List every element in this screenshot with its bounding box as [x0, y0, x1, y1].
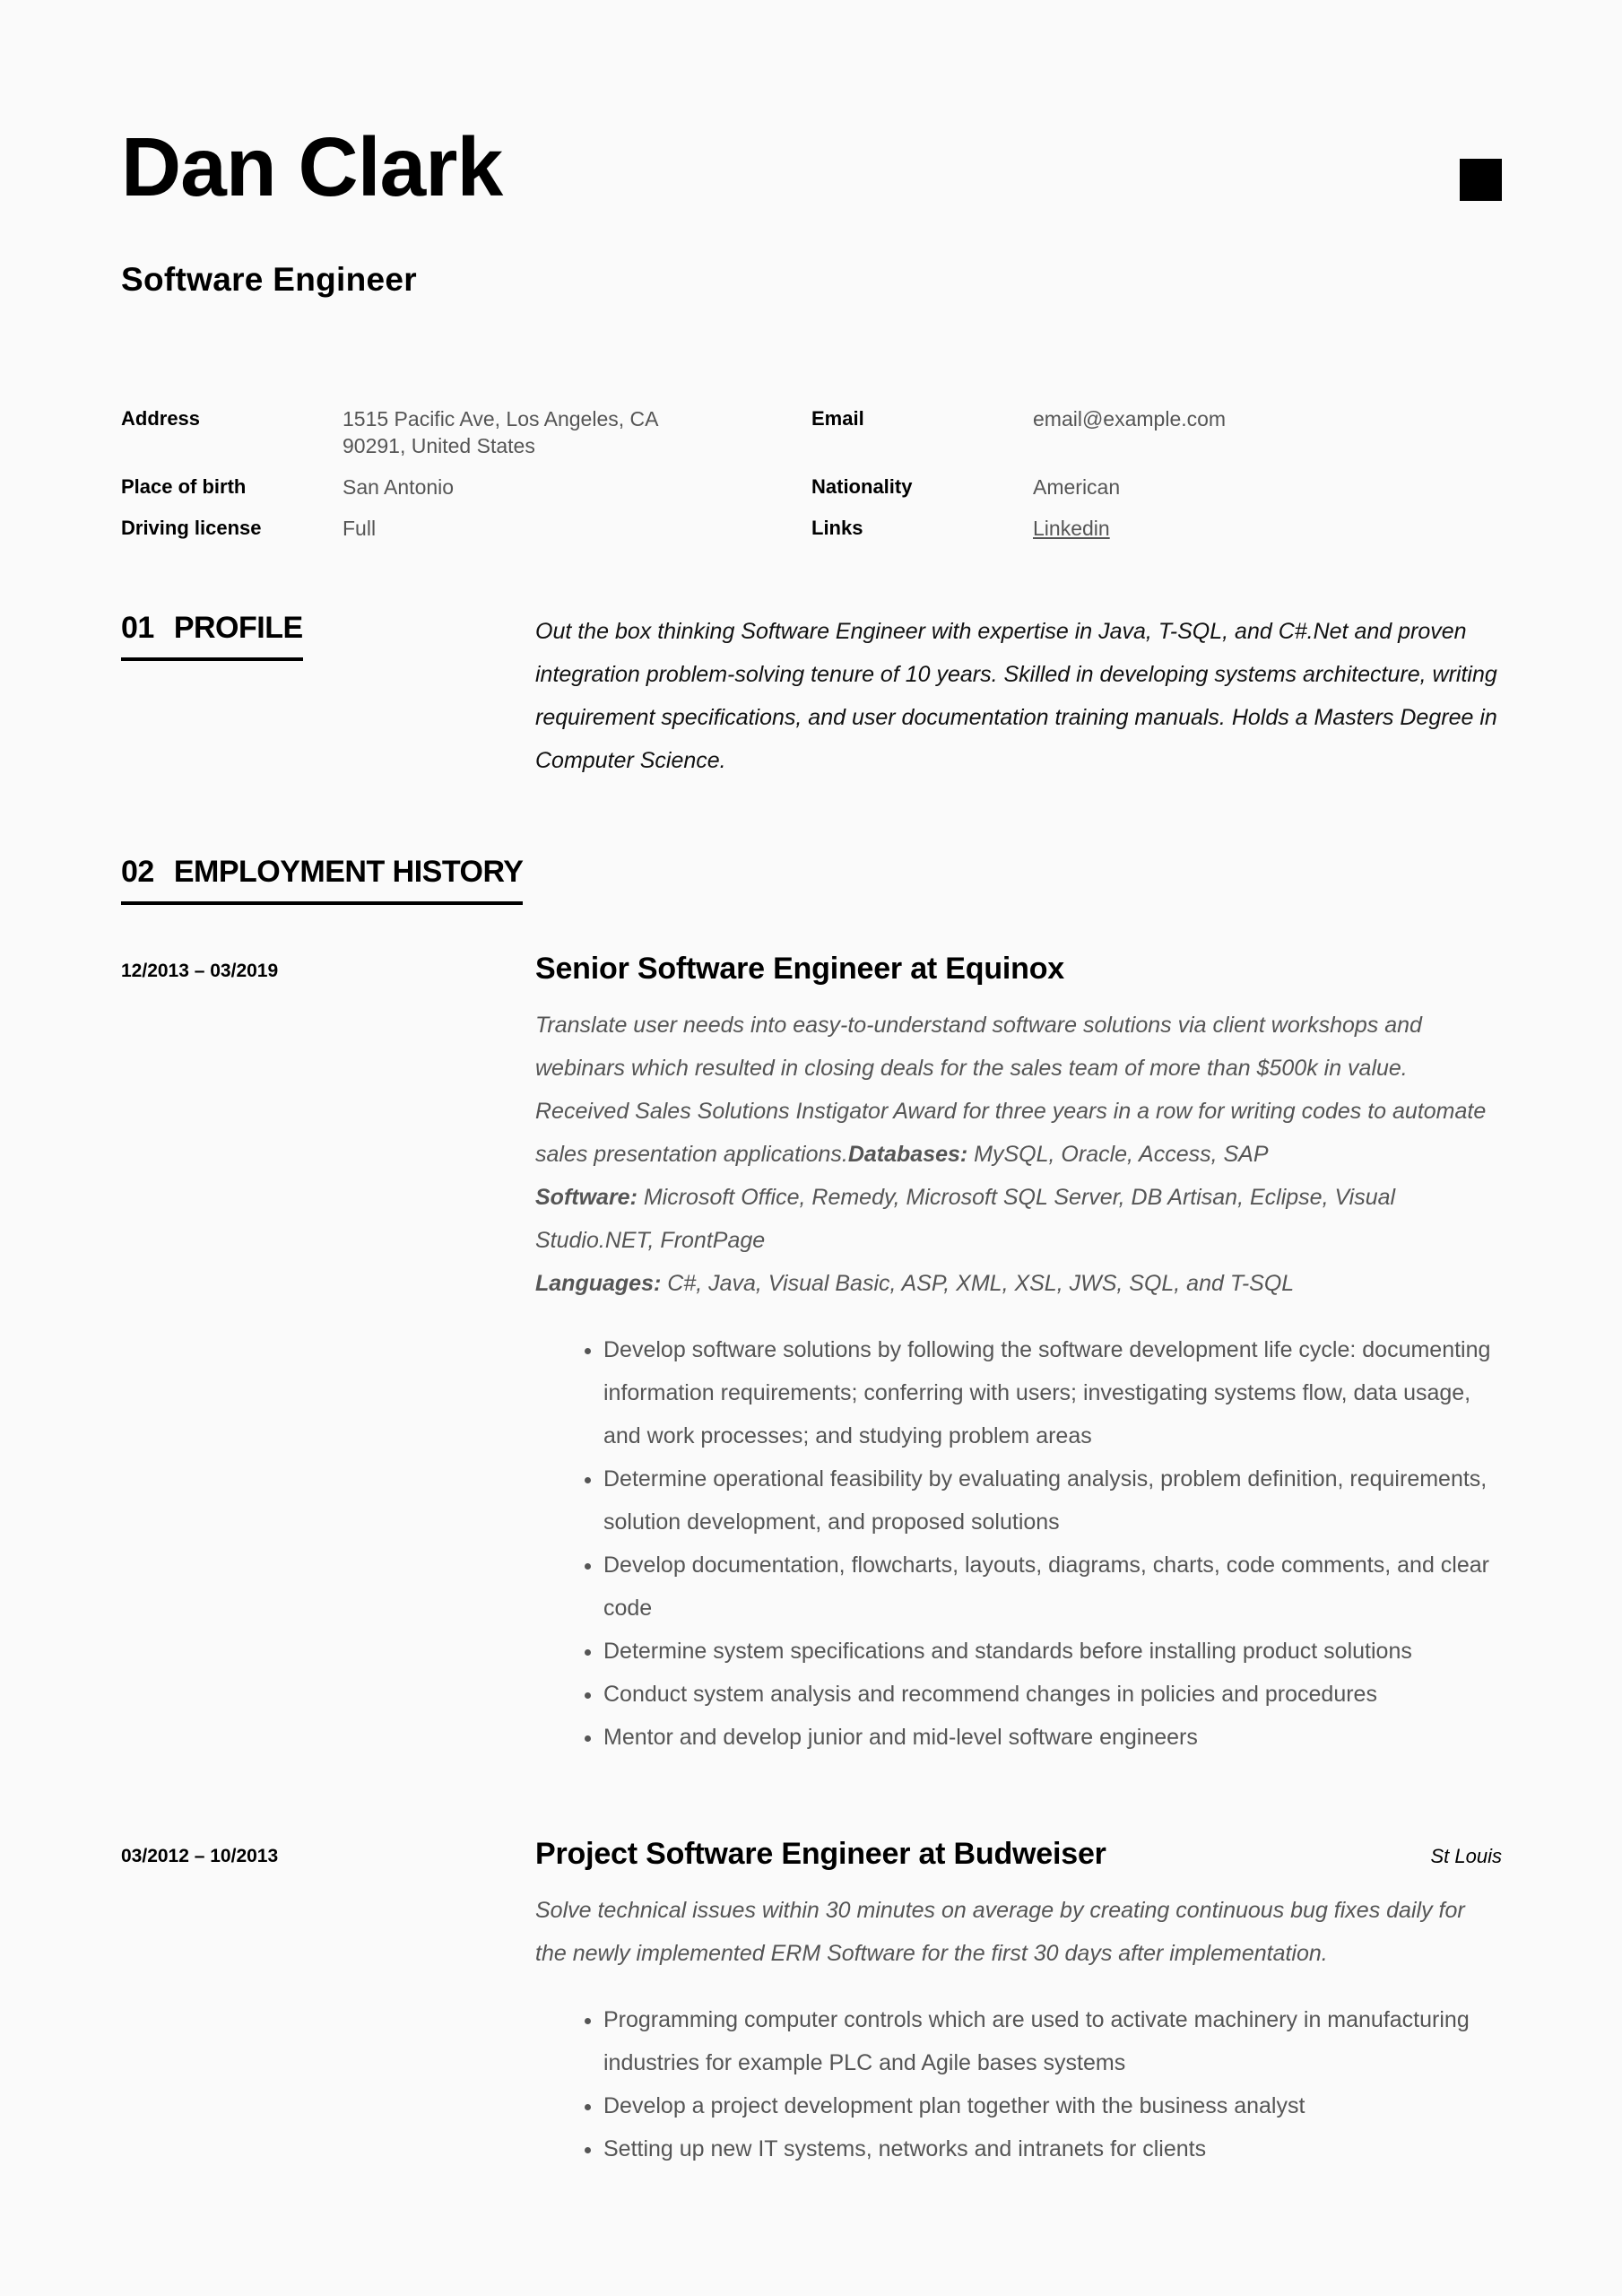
list-item: • Setting up new IT systems, networks and intranets for clients	[603, 2127, 1502, 2170]
job-body	[535, 952, 1502, 1759]
list-item: • Determine system specifications and standards before installing product solutions	[603, 1630, 1502, 1673]
place-of-birth-label: Place of birth	[121, 475, 247, 498]
job-dates: 03/2012 – 10/2013	[121, 1846, 279, 1866]
address-label: Address	[121, 407, 201, 430]
linkedin-link[interactable]: Linkedin	[1033, 517, 1110, 540]
list-item: • Programming computer controls which are used to activate machinery in manufacturing industries for example PLC and Agile bases systems	[603, 1998, 1502, 2084]
job-heading: Project Software Engineer at Budweiser	[535, 1837, 1106, 1871]
candidate-name: Dan Clark	[121, 120, 503, 213]
square-logo-icon	[1460, 159, 1502, 201]
job-responsibilities	[535, 1328, 1502, 1759]
profile-summary: Out the box thinking Software Engineer with expertise in Java, T-SQL, and C#.Net and proven integration problem-solving tenure of 10 years. Skilled in developing systems architecture, writing requirement specifications, and user documentation training manuals. Holds a Masters Degree in Computer Science.	[535, 619, 1497, 773]
details-row	[121, 474, 1502, 515]
section-number: 02	[121, 855, 154, 889]
job-description: Solve technical issues within 30 minutes on average by creating continuous bug fixes daily for the newly implemented ERM Software for the first 30 days after implementation.	[535, 1898, 1465, 1967]
software-label: Software:	[535, 1185, 638, 1211]
email-label: Email	[811, 407, 864, 430]
databases-list: MySQL, Oracle, Access, SAP	[967, 1142, 1269, 1168]
personal-details	[121, 405, 1502, 556]
job-responsibilities	[535, 1998, 1502, 2170]
list-item: • Conduct system analysis and recommend changes in policies and procedures	[603, 1673, 1502, 1716]
driving-license-value: Full	[343, 517, 377, 540]
employment-history-heading	[121, 857, 523, 905]
databases-label: Databases:	[847, 1142, 968, 1168]
details-row	[121, 405, 1502, 474]
links-label: Links	[811, 517, 863, 539]
section-number: 01	[121, 611, 154, 645]
address-value: 1515 Pacific Ave, Los Angeles, CA 90291, United States	[343, 407, 658, 457]
place-of-birth-value: San Antonio	[343, 475, 455, 499]
languages-label: Languages:	[535, 1271, 662, 1297]
email-value: email@example.com	[1033, 407, 1227, 430]
section-title: EMPLOYMENT HISTORY	[173, 855, 524, 889]
details-row	[121, 515, 1502, 556]
job-heading: Senior Software Engineer at Equinox	[535, 952, 1064, 986]
nationality-value: American	[1033, 475, 1121, 499]
languages-list: C#, Java, Visual Basic, ASP, XML, XSL, JWS, SQL, and T-SQL	[661, 1271, 1295, 1297]
list-item: • Develop software solutions by following the software development life cycle: documenting information requirements; conferring with users; investigating systems flow, data usage, and work processes; and studying problem areas	[603, 1328, 1502, 1457]
job-body	[535, 1838, 1502, 2170]
nationality-label: Nationality	[811, 475, 913, 498]
list-item: • Determine operational feasibility by evaluating analysis, problem definition, requirements, solution development, and proposed solutions	[603, 1457, 1502, 1544]
section-title: PROFILE	[173, 611, 303, 645]
driving-license-label: Driving license	[121, 517, 262, 539]
job-dates: 12/2013 – 03/2019	[121, 961, 279, 981]
job-description	[535, 1004, 1502, 1305]
list-item: • Develop a project development plan together with the business analyst	[603, 2084, 1502, 2127]
candidate-title: Software Engineer	[121, 261, 417, 298]
list-item: • Mentor and develop junior and mid-level software engineers	[603, 1716, 1502, 1759]
software-list: Microsoft Office, Remedy, Microsoft SQL Server, DB Artisan, Eclipse, Visual Studio.NET, FrontPage	[535, 1185, 1396, 1254]
list-item: • Develop documentation, flowcharts, layouts, diagrams, charts, code comments, and clear code	[603, 1544, 1502, 1630]
job-location: St Louis	[1430, 1845, 1502, 1867]
profile-heading	[121, 613, 303, 661]
job-summary: Translate user needs into easy-to-understand software solutions via client workshops and webinars which resulted in closing deals for the sales team of more than $500k in value. Received Sales Solutions Instigator Award for three years in a row for writing codes to automate sales presentation applications.	[535, 1013, 1487, 1168]
